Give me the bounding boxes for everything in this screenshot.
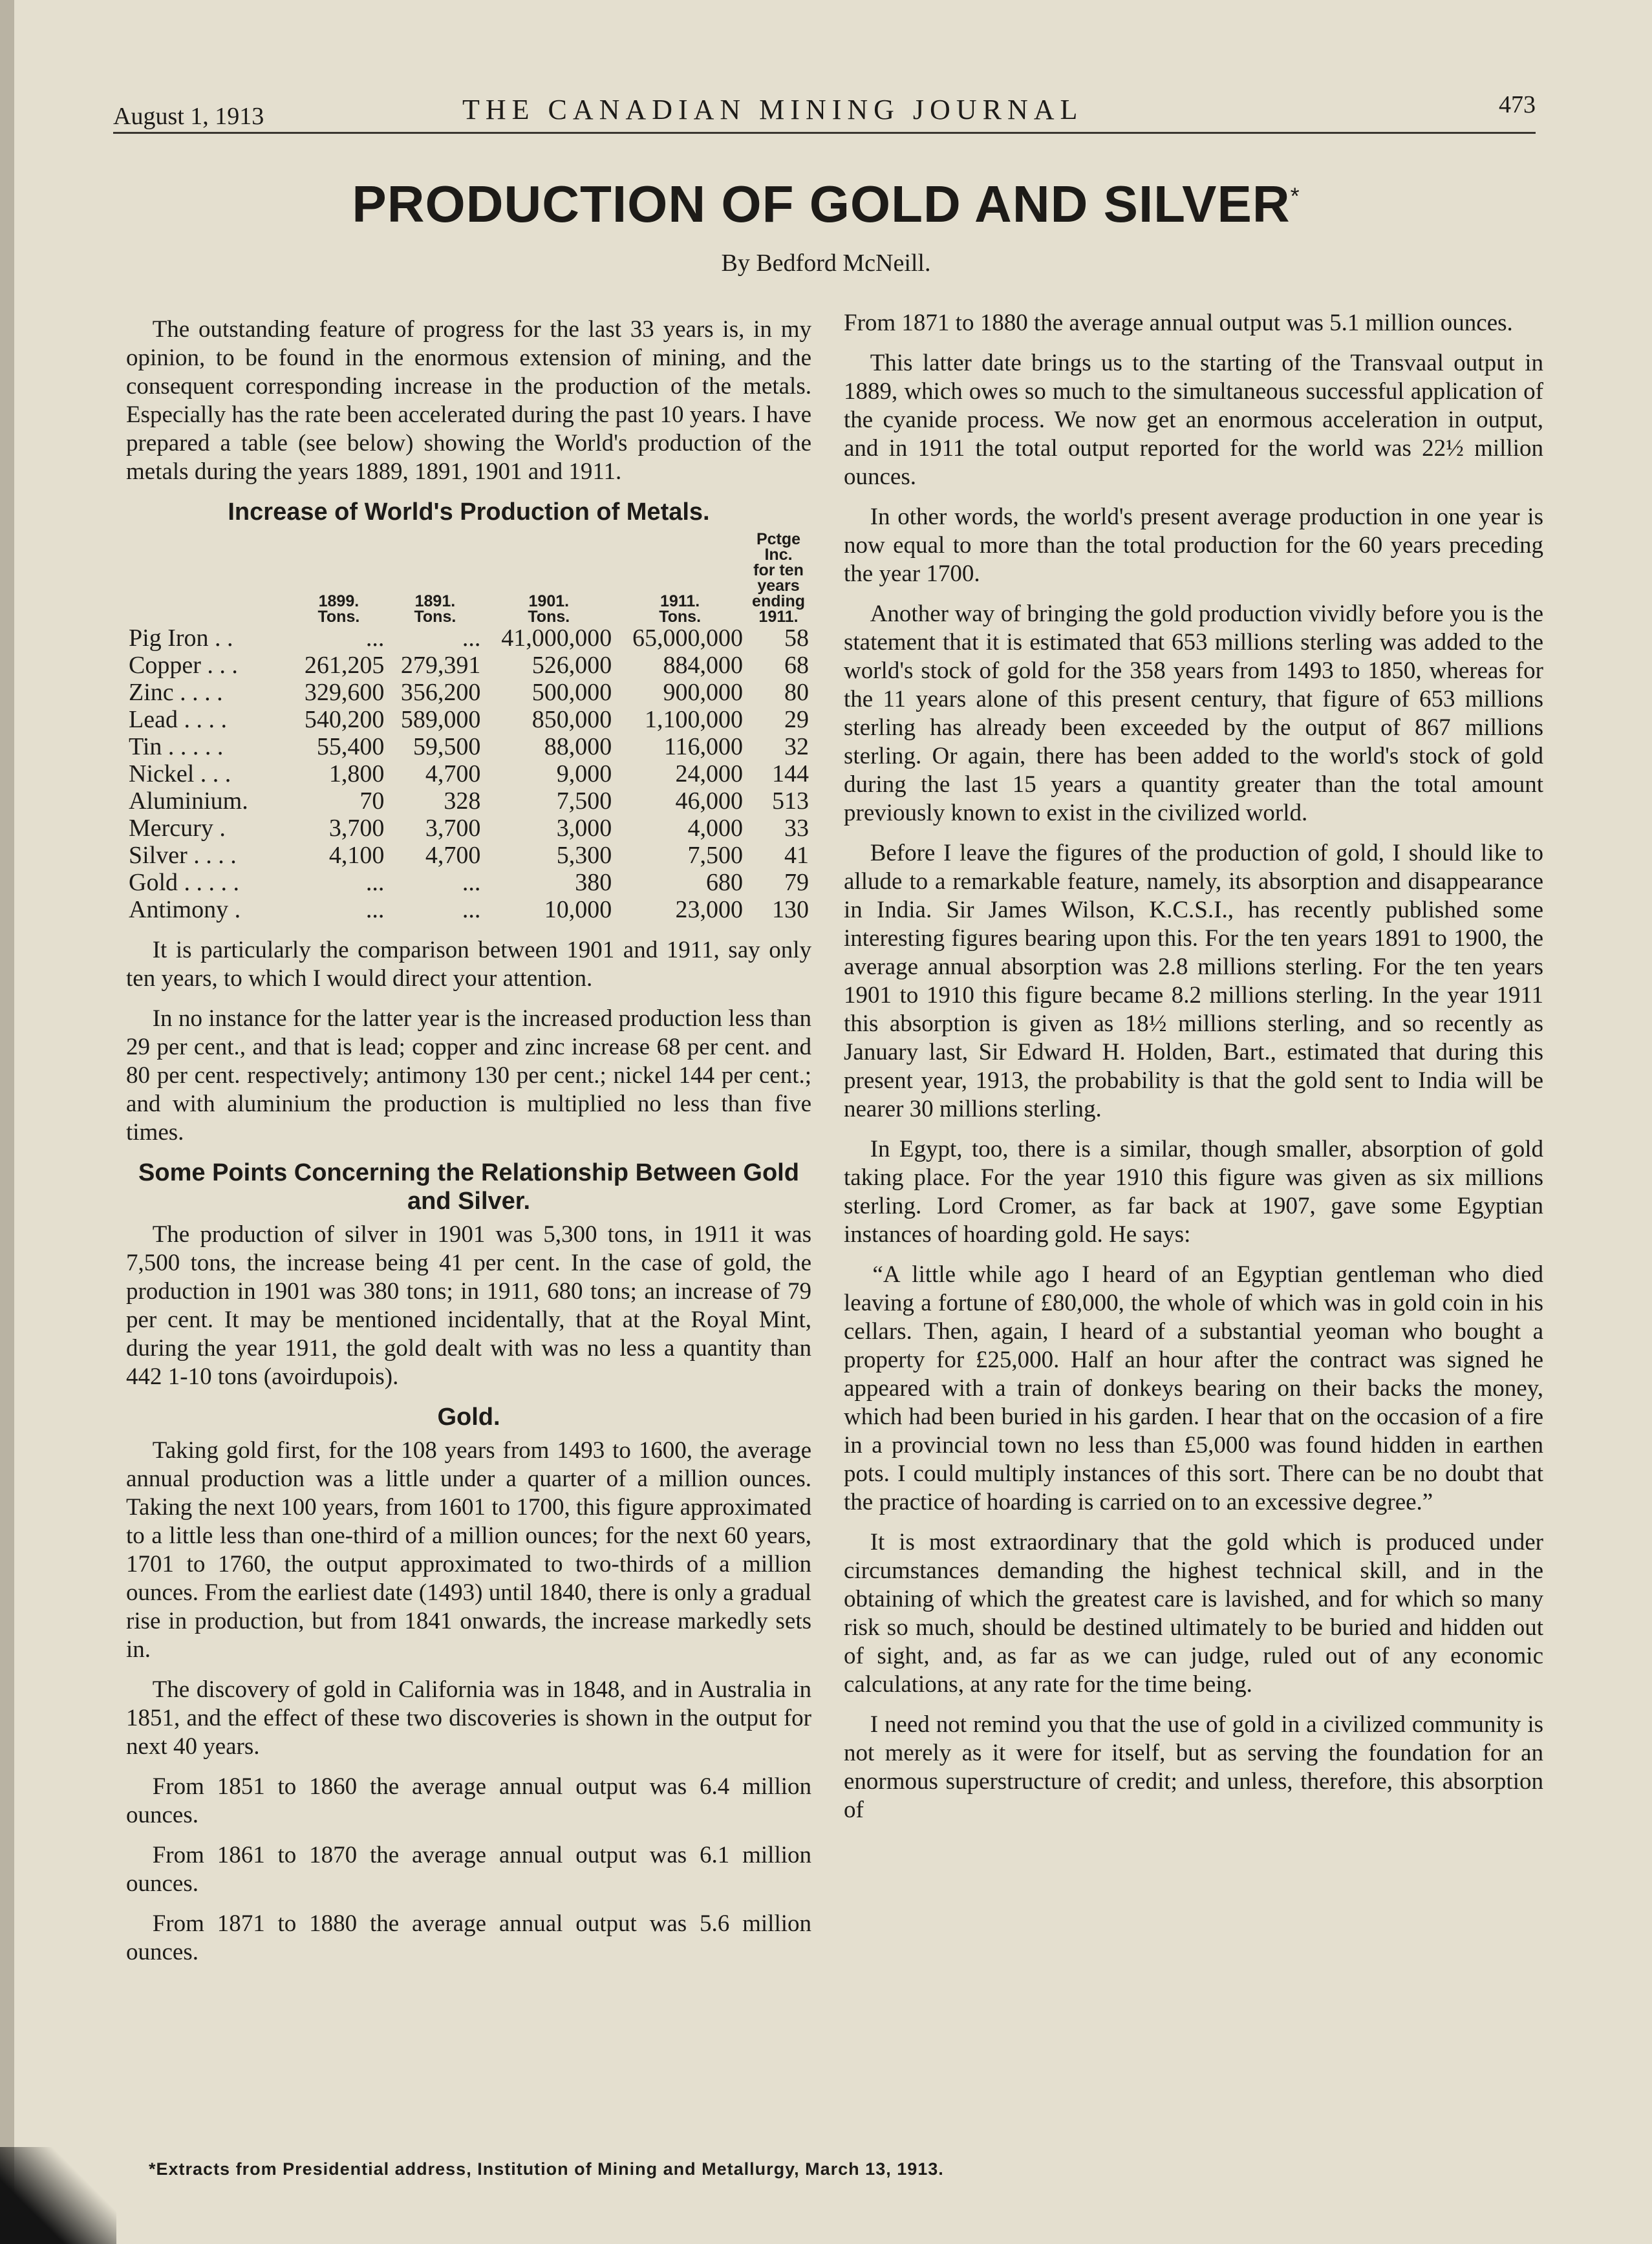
section-heading-gold: Gold. [437, 1404, 500, 1431]
page-number: 473 [1499, 91, 1536, 118]
value-cell-y2: 59,500 [413, 733, 481, 760]
paragraph: I need not remind you that the use of gold in a civilized community is not merely as it were for itself, but as serving the foundation for an enormous superstructure of credit; and unless, therefore, this absorption of [844, 1711, 1543, 1823]
paragraph: From 1861 to 1870 the average annual output was 6.1 million ounces. [126, 1842, 811, 1897]
quotation: “A little while ago I heard of an Egyptian gentleman who died leaving a fortune of £80,000, the whole of which was in gold coin in his cellars. Then, again, I heard of a substantial yeoman who bought a property for £25,000. Half an hour after the contract was signed he appeared with a train of donkeys bearing on their backs the money, which had been buried in his garden. I hear that on the occasion of a fire in a provincial town no less than £5,000 was found hidden in earthen pots. I could multiply instances of this sort. There can be no doubt that the practice of hoarding is carried on to an excessive degree.” [844, 1261, 1543, 1515]
value-cell-pct: 513 [772, 787, 809, 815]
value-cell-y1: 3,700 [328, 815, 385, 842]
value-cell-y4: 900,000 [663, 679, 744, 706]
value-cell-pct: 32 [784, 733, 809, 760]
value-cell-y1: ... [365, 869, 385, 896]
paragraph: Another way of bringing the gold production vividly before you is the statement that it is estimated that 653 millions sterling was added to the world's stock of gold for the 358 years from 1493 to 1850, whereas for the 11 years alone of this present century, that figure of 653 millions sterling has already been exceeded by the output of 867 millions sterling. Or again, there has been added to the world's stock of gold during the last 15 years a quantity greater than the total amount previously known to exist in the civilized world. [844, 601, 1543, 826]
header-metal [126, 531, 290, 625]
value-cell-pct: 68 [784, 652, 809, 679]
paragraph: In Egypt, too, there is a similar, though smaller, absorption of gold taking place. For the year 1910 this figure was given as six millions sterling. Lord Cromer, as far back at 1907, gave some Egyptian instances of hoarding gold. He says: [844, 1136, 1543, 1248]
value-cell-y4: 680 [706, 869, 744, 896]
value-cell-y3: 41,000,000 [501, 625, 612, 652]
metal-name-cell: Lead . . . . [129, 706, 227, 733]
header-1899: 1899. Tons. [317, 592, 360, 626]
value-cell-y1: 1,800 [328, 760, 385, 787]
metal-name-cell: Tin . . . . . [129, 733, 224, 760]
table-body [126, 625, 811, 923]
table-header-row [126, 531, 811, 625]
value-cell-y3: 500,000 [531, 679, 612, 706]
paragraph: This latter date brings us to the starting of the Transvaal output in 1889, which owes so much to the simultaneous successful application of the cyanide process. We now get an enormous acceleration in output, and in 1911 the total output reported for the world was 22½ million ounces. [844, 350, 1543, 490]
scan-shadow [0, 2147, 116, 2244]
value-cell-y4: 116,000 [663, 733, 744, 760]
right-column [844, 309, 1543, 1836]
issue-date: August 1, 1913 [113, 103, 264, 130]
value-cell-y3: 5,300 [556, 842, 612, 869]
value-cell-y1: 329,600 [304, 679, 385, 706]
table-row [126, 706, 811, 733]
value-cell-pct: 33 [784, 815, 809, 842]
header-percentage: Pctge Inc. for ten years ending 1911. [752, 530, 805, 626]
value-cell-y2: 4,700 [425, 842, 481, 869]
value-cell-y2: 279,391 [400, 652, 481, 679]
value-cell-pct: 79 [784, 869, 809, 896]
metals-production-table [126, 531, 811, 923]
metal-name-cell: Silver . . . . [129, 842, 237, 869]
value-cell-y3: 7,500 [556, 787, 612, 815]
article-title [0, 175, 1652, 234]
value-cell-y1: 261,205 [304, 652, 385, 679]
paragraph: Before I leave the figures of the production of gold, I should like to allude to a remarkable feature, namely, its absorption and disappearance in India. Sir James Wilson, K.C.S.I., has recently published some interesting figures bearing upon this. For the ten years 1891 to 1900, the average annual absorption was 2.8 millions sterling. For the ten years 1901 to 1910 this figure became 8.2 millions sterling. In the year 1911 this absorption is given as 18½ millions sterling, and so recently as January last, Sir Edward H. Holden, Bart., estimated that during this present year, 1913, the probability is that the gold sent to India will be nearer 30 millions sterling. [844, 840, 1543, 1122]
section-heading-gold-silver: Some Points Concerning the Relationship Between Gold and Silver. [138, 1159, 799, 1215]
value-cell-pct: 41 [784, 842, 809, 869]
paragraph: In no instance for the latter year is the increased production less than 29 per cent., and that is lead; copper and zinc increase 68 per cent. and 80 per cent. respectively; antimony 130 per cent.; nickel 144 per cent.; and with aluminium the production is multiplied no less than five times. [126, 1005, 811, 1146]
paragraph: It is particularly the comparison between 1901 and 1911, say only ten years, to which I would direct your attention. [126, 937, 811, 992]
header-1911: 1911. Tons. [659, 592, 702, 626]
value-cell-y4: 24,000 [675, 760, 744, 787]
value-cell-y3: 10,000 [544, 896, 612, 923]
value-cell-y4: 4,000 [687, 815, 744, 842]
value-cell-pct: 58 [784, 625, 809, 652]
value-cell-y4: 1,100,000 [645, 706, 744, 733]
value-cell-y2: ... [462, 625, 481, 652]
value-cell-y2: ... [462, 869, 481, 896]
value-cell-y2: 4,700 [425, 760, 481, 787]
value-cell-y3: 380 [575, 869, 612, 896]
table-row [126, 679, 811, 706]
table-row [126, 652, 811, 679]
value-cell-y2: 589,000 [400, 706, 481, 733]
paragraph: The production of silver in 1901 was 5,300 tons, in 1911 it was 7,500 tons, the increase being 41 per cent. In the case of gold, the production in 1901 was 380 tons; in 1911, 680 tons; an increase of 79 per cent. It may be mentioned incidentally, that at the Royal Mint, during the year 1911, the gold dealt with was no less a quantity than 442 1-10 tons (avoirdupois). [126, 1221, 811, 1390]
value-cell-y1: 70 [359, 787, 385, 815]
header-1891: 1891. Tons. [414, 592, 456, 626]
value-cell-y3: 526,000 [531, 652, 612, 679]
value-cell-pct: 80 [784, 679, 809, 706]
metal-name-cell: Antimony . [129, 896, 241, 923]
paragraph: From 1871 to 1880 the average annual output was 5.6 million ounces. [126, 1910, 811, 1965]
paragraph: In other words, the world's present average production in one year is now equal to more than the total production for the 60 years preceding the year 1700. [844, 504, 1543, 587]
table-row [126, 815, 811, 842]
article-byline: By Bedford McNeill. [721, 250, 931, 277]
metal-name-cell: Gold . . . . . [129, 869, 239, 896]
value-cell-y3: 3,000 [556, 815, 612, 842]
value-cell-pct: 144 [772, 760, 809, 787]
page-binding-edge [0, 0, 14, 2244]
table-title: Increase of World's Production of Metals. [228, 498, 710, 526]
table-row [126, 896, 811, 923]
value-cell-y4: 7,500 [687, 842, 744, 869]
journal-name: THE CANADIAN MINING JOURNAL [462, 94, 1084, 125]
value-cell-y4: 46,000 [675, 787, 744, 815]
metal-name-cell: Zinc . . . . [129, 679, 223, 706]
paragraph: From 1851 to 1860 the average annual output was 6.4 million ounces. [126, 1773, 811, 1828]
metal-name-cell: Nickel . . . [129, 760, 231, 787]
value-cell-y2: 328 [444, 787, 481, 815]
value-cell-y3: 88,000 [544, 733, 612, 760]
paragraph: The discovery of gold in California was in 1848, and in Australia in 1851, and the effect of these two discoveries is shown in the output for next 40 years. [126, 1676, 811, 1760]
table-row [126, 733, 811, 760]
metal-name-cell: Pig Iron . . [129, 625, 233, 652]
value-cell-y4: 65,000,000 [632, 625, 744, 652]
paragraph: The outstanding feature of progress for the last 33 years is, in my opinion, to be found in the enormous extension of mining, and the consequent corresponding increase in the production of the metals. Especially has the rate been accelerated during the past 10 years. I have prepared a table (see below) showing the World's production of the metals during the years 1889, 1891, 1901 and 1911. [126, 316, 811, 485]
table-row [126, 760, 811, 787]
article-title-text: PRODUCTION OF GOLD AND SILVER [352, 175, 1291, 233]
value-cell-y2: ... [462, 896, 481, 923]
running-head [113, 91, 1536, 136]
value-cell-pct: 29 [784, 706, 809, 733]
value-cell-y1: ... [365, 896, 385, 923]
header-1901: 1901. Tons. [528, 592, 570, 626]
paragraph: Taking gold first, for the 108 years from 1493 to 1600, the average annual production was a little under a quarter of a million ounces. Taking the next 100 years, from 1601 to 1700, this figure approximated to a little less than one-third of a million ounces; for the next 60 years, 1701 to 1760, the output approximated to two-thirds of a million ounces. From the earliest date (1493) until 1840, there is only a gradual rise in production, but from 1841 onwards, the increase markedly sets in. [126, 1437, 811, 1663]
metal-name-cell: Copper . . . [129, 652, 238, 679]
table-row [126, 625, 811, 652]
value-cell-y1: ... [365, 625, 385, 652]
value-cell-pct: 130 [772, 896, 809, 923]
value-cell-y2: 3,700 [425, 815, 481, 842]
metal-name-cell: Mercury . [129, 815, 226, 842]
left-column [126, 315, 811, 1978]
value-cell-y3: 850,000 [531, 706, 612, 733]
value-cell-y3: 9,000 [556, 760, 612, 787]
value-cell-y4: 884,000 [663, 652, 744, 679]
value-cell-y2: 356,200 [400, 679, 481, 706]
header-rule [113, 132, 1536, 134]
table-row [126, 787, 811, 815]
table-row [126, 869, 811, 896]
footnote-mark: * [1290, 182, 1300, 209]
paragraph: From 1871 to 1880 the average annual output was 5.1 million ounces. [844, 310, 1513, 336]
metal-name-cell: Aluminium. [129, 787, 248, 815]
table-row [126, 842, 811, 869]
paragraph: It is most extraordinary that the gold which is produced under circumstances demanding the highest technical skill, and in the obtaining of which the greatest care is lavished, and for which so many risk so much, should be destined ultimately to be buried and hidden out of sight, and, as far as we can judge, ruled out of any economic calculations, at any rate for the time being. [844, 1529, 1543, 1698]
value-cell-y1: 4,100 [328, 842, 385, 869]
footnote: *Extracts from Presidential address, Institution of Mining and Metallurgy, March 13, 1913. [149, 2159, 944, 2179]
value-cell-y1: 540,200 [304, 706, 385, 733]
value-cell-y4: 23,000 [675, 896, 744, 923]
value-cell-y1: 55,400 [316, 733, 385, 760]
